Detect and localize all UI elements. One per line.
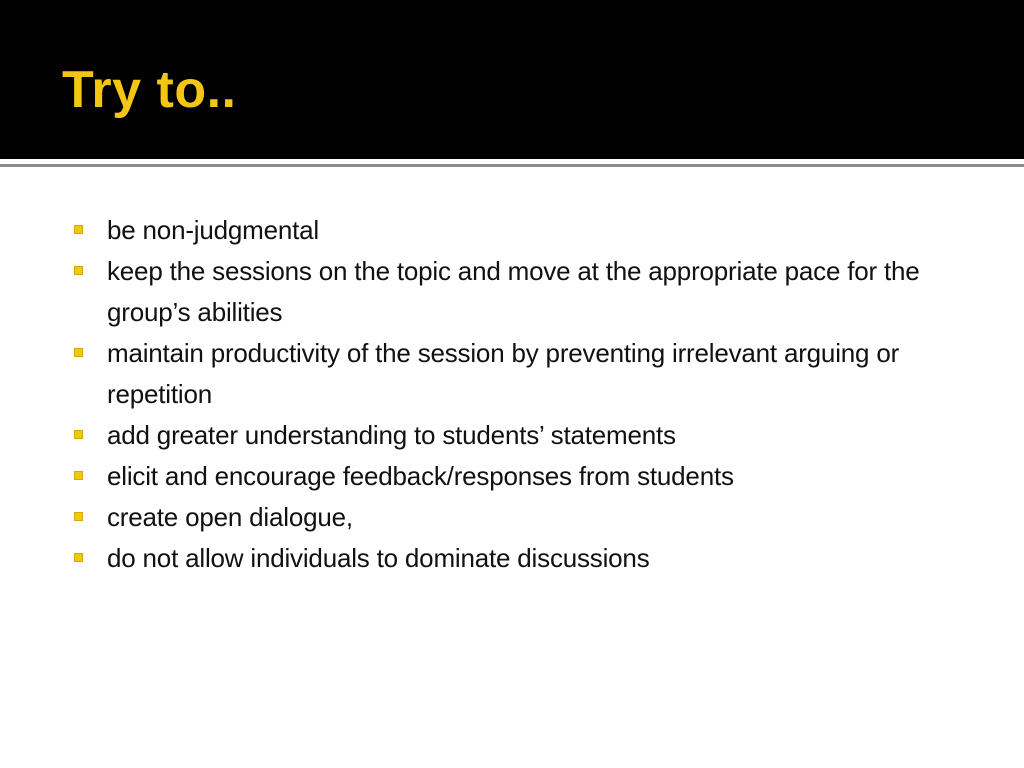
bullet-text: be non-judgmental — [107, 215, 319, 245]
title-divider-line — [0, 164, 1024, 167]
square-bullet-icon — [74, 348, 83, 357]
slide-title: Try to.. — [62, 61, 237, 119]
bullet-text: add greater understanding to students’ statements — [107, 420, 676, 450]
square-bullet-icon — [74, 512, 83, 521]
bullet-text: create open dialogue, — [107, 502, 353, 532]
bullet-item — [74, 456, 974, 497]
bullet-item — [74, 333, 974, 415]
bullet-item — [74, 415, 974, 456]
bullet-text: elicit and encourage feedback/responses from students — [107, 461, 734, 491]
square-bullet-icon — [74, 553, 83, 562]
square-bullet-icon — [74, 266, 83, 275]
square-bullet-icon — [74, 225, 83, 234]
bullet-item — [74, 538, 974, 579]
bullet-item — [74, 210, 974, 251]
title-band — [0, 0, 1024, 159]
square-bullet-icon — [74, 471, 83, 480]
bullet-list — [74, 210, 974, 579]
bullet-text: maintain productivity of the session by preventing irrelevant arguing or repetition — [107, 338, 900, 409]
bullet-item — [74, 497, 974, 538]
bullet-text: keep the sessions on the topic and move at the appropriate pace for the group’s abilities — [107, 256, 920, 327]
bullet-text: do not allow individuals to dominate discussions — [107, 543, 650, 573]
bullet-item — [74, 251, 974, 333]
square-bullet-icon — [74, 430, 83, 439]
